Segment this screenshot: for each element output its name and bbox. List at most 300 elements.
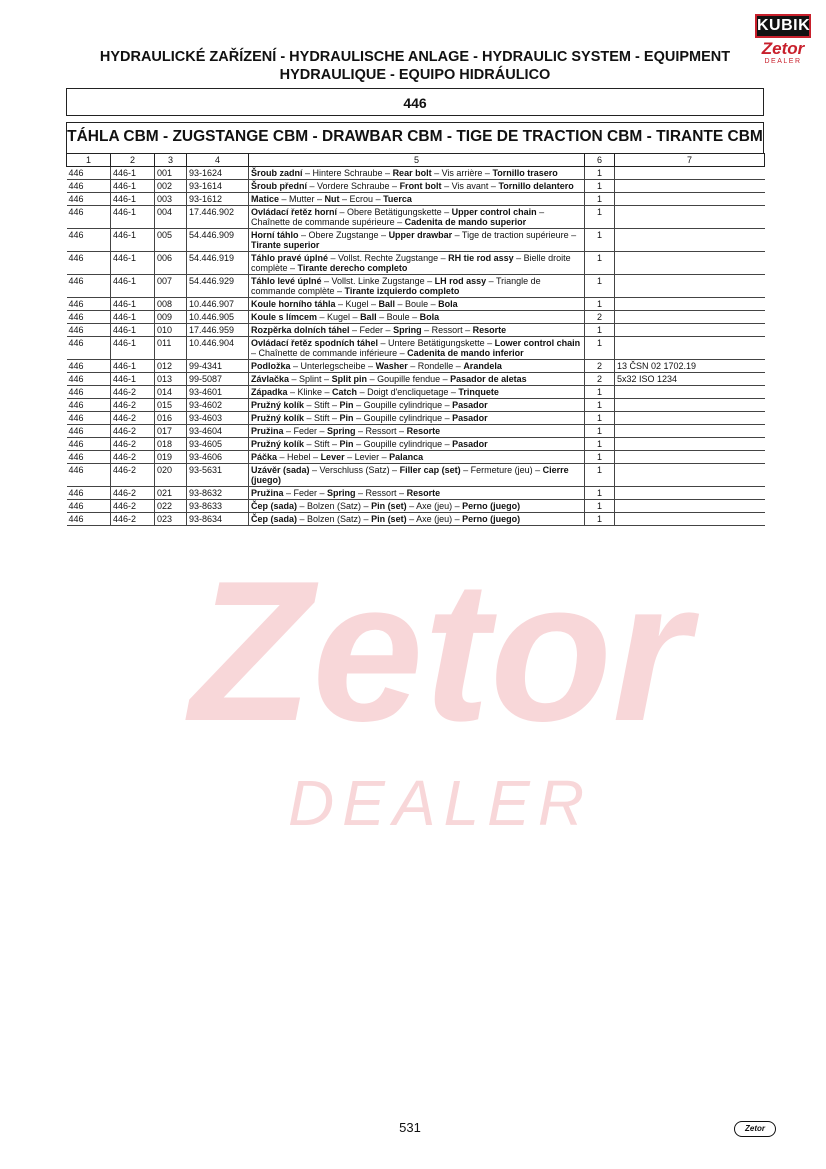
cell-note xyxy=(615,229,765,252)
cell-subgroup: 446-2 xyxy=(111,451,155,464)
description-text: – Hintere Schraube – xyxy=(302,168,393,178)
description-text: – Vollst. Linke Zugstange – xyxy=(321,276,435,286)
cell-description xyxy=(249,438,585,451)
description-term: Nut xyxy=(324,194,340,204)
description-text: – Ressort – xyxy=(421,325,473,335)
cell-group: 446 xyxy=(67,206,111,229)
description-term: Koule horního táhla xyxy=(251,299,336,309)
cell-part-number: 93-4605 xyxy=(187,438,249,451)
cell-group: 446 xyxy=(67,487,111,500)
description-term: Západka xyxy=(251,387,288,397)
description-text: – Feder – xyxy=(349,325,394,335)
page-number: 531 xyxy=(399,1120,421,1135)
cell-note xyxy=(615,438,765,451)
description-text: – Boule – xyxy=(395,299,439,309)
cell-subgroup: 446-1 xyxy=(111,167,155,180)
description-term: Pružný kolík xyxy=(251,413,305,423)
description-term: Tornillo delantero xyxy=(498,181,574,191)
cell-quantity: 2 xyxy=(585,373,615,386)
description-term: Catch xyxy=(332,387,358,397)
cell-part-number: 54.446.929 xyxy=(187,275,249,298)
table-row xyxy=(67,193,765,206)
description-text: – Vis avant – xyxy=(441,181,499,191)
cell-position: 018 xyxy=(155,438,187,451)
description-text: – Axe (jeu) – xyxy=(406,514,463,524)
cell-quantity: 1 xyxy=(585,487,615,500)
column-header: 3 xyxy=(155,154,187,167)
description-term: Front bolt xyxy=(399,181,442,191)
cell-part-number: 93-1614 xyxy=(187,180,249,193)
description-term: Pin xyxy=(339,400,354,410)
cell-position: 007 xyxy=(155,275,187,298)
cell-position: 001 xyxy=(155,167,187,180)
cell-note xyxy=(615,167,765,180)
cell-part-number: 93-4604 xyxy=(187,425,249,438)
cell-group: 446 xyxy=(67,412,111,425)
cell-note: 5x32 ISO 1234 xyxy=(615,373,765,386)
cell-part-number: 93-4602 xyxy=(187,399,249,412)
description-term: Tirante izquierdo completo xyxy=(344,286,460,296)
cell-quantity: 1 xyxy=(585,451,615,464)
table-row xyxy=(67,425,765,438)
kubik-logo-text: KUBIK xyxy=(755,14,811,38)
cell-part-number: 17.446.902 xyxy=(187,206,249,229)
description-term: Pasador xyxy=(452,400,488,410)
cell-note xyxy=(615,386,765,399)
cell-part-number: 93-1612 xyxy=(187,193,249,206)
parts-table xyxy=(66,153,765,526)
cell-position: 017 xyxy=(155,425,187,438)
description-term: Palanca xyxy=(389,452,424,462)
description-term: Šroub zadní xyxy=(251,168,303,178)
cell-subgroup: 446-2 xyxy=(111,412,155,425)
cell-group: 446 xyxy=(67,193,111,206)
cell-subgroup: 446-1 xyxy=(111,298,155,311)
cell-part-number: 93-8634 xyxy=(187,513,249,526)
cell-position: 019 xyxy=(155,451,187,464)
column-header: 7 xyxy=(615,154,765,167)
cell-part-number: 93-4603 xyxy=(187,412,249,425)
cell-part-number: 10.446.907 xyxy=(187,298,249,311)
cell-part-number: 99-4341 xyxy=(187,360,249,373)
description-term: Arandela xyxy=(463,361,502,371)
cell-quantity: 1 xyxy=(585,229,615,252)
cell-quantity: 1 xyxy=(585,438,615,451)
parts-table-body xyxy=(67,167,765,526)
cell-note xyxy=(615,412,765,425)
cell-quantity: 1 xyxy=(585,500,615,513)
cell-quantity: 1 xyxy=(585,412,615,425)
column-header: 4 xyxy=(187,154,249,167)
cell-quantity: 1 xyxy=(585,386,615,399)
description-text: – Unterlegscheibe – xyxy=(290,361,376,371)
cell-subgroup: 446-1 xyxy=(111,229,155,252)
column-header: 5 xyxy=(249,154,585,167)
description-term: Tirante derecho completo xyxy=(297,263,408,273)
description-text: – Feder – xyxy=(283,488,328,498)
description-term: Závlačka xyxy=(251,374,290,384)
description-term: Čep (sada) xyxy=(251,514,298,524)
group-number-box: 446 xyxy=(66,88,764,116)
cell-quantity: 1 xyxy=(585,206,615,229)
cell-part-number: 10.446.905 xyxy=(187,311,249,324)
cell-group: 446 xyxy=(67,298,111,311)
description-text: – Mutter – xyxy=(279,194,325,204)
description-term: Ball xyxy=(378,299,396,309)
cell-group: 446 xyxy=(67,500,111,513)
cell-position: 023 xyxy=(155,513,187,526)
cell-subgroup: 446-1 xyxy=(111,324,155,337)
description-term: RH tie rod assy xyxy=(448,253,514,263)
cell-note: 13 ČSN 02 1702.19 xyxy=(615,360,765,373)
cell-description xyxy=(249,193,585,206)
cell-description xyxy=(249,386,585,399)
description-term: Tuerca xyxy=(383,194,412,204)
cell-subgroup: 446-1 xyxy=(111,193,155,206)
description-term: Pružný kolík xyxy=(251,400,305,410)
cell-note xyxy=(615,500,765,513)
description-term: Uzávěr (sada) xyxy=(251,465,310,475)
description-term: Cadenita de mando inferior xyxy=(407,348,524,358)
cell-description xyxy=(249,206,585,229)
cell-quantity: 1 xyxy=(585,425,615,438)
description-term: Táhlo pravé úplné xyxy=(251,253,329,263)
table-row xyxy=(67,386,765,399)
footer-zetor-logo: Zetor xyxy=(734,1121,776,1137)
table-row xyxy=(67,513,765,526)
table-row xyxy=(67,275,765,298)
description-text: – Chaînette de commande supérieure – xyxy=(251,207,545,227)
description-term: Spring xyxy=(327,488,356,498)
cell-description xyxy=(249,464,585,487)
cell-note xyxy=(615,399,765,412)
description-term: Táhlo levé úplné xyxy=(251,276,322,286)
description-term: LH rod assy xyxy=(434,276,487,286)
table-row xyxy=(67,464,765,487)
cell-subgroup: 446-2 xyxy=(111,386,155,399)
cell-group: 446 xyxy=(67,386,111,399)
cell-group: 446 xyxy=(67,464,111,487)
cell-group: 446 xyxy=(67,399,111,412)
cell-part-number: 54.446.909 xyxy=(187,229,249,252)
description-term: Koule s límcem xyxy=(251,312,318,322)
cell-group: 446 xyxy=(67,425,111,438)
cell-position: 002 xyxy=(155,180,187,193)
description-term: Čep (sada) xyxy=(251,501,298,511)
description-term: Pin xyxy=(339,439,354,449)
cell-quantity: 1 xyxy=(585,180,615,193)
cell-subgroup: 446-2 xyxy=(111,487,155,500)
description-text: – Rondelle – xyxy=(407,361,464,371)
description-term: Pin (set) xyxy=(371,514,407,524)
column-header: 2 xyxy=(111,154,155,167)
cell-group: 446 xyxy=(67,275,111,298)
description-term: Pasador de aletas xyxy=(450,374,527,384)
cell-subgroup: 446-1 xyxy=(111,180,155,193)
description-text: – Goupille fendue – xyxy=(367,374,451,384)
cell-subgroup: 446-1 xyxy=(111,373,155,386)
cell-group: 446 xyxy=(67,438,111,451)
description-term: Filler cap (set) xyxy=(399,465,461,475)
description-text: – Boule – xyxy=(376,312,420,322)
description-text: – Verschluss (Satz) – xyxy=(309,465,400,475)
cell-part-number: 17.446.959 xyxy=(187,324,249,337)
description-term: Lever xyxy=(320,452,345,462)
cell-description xyxy=(249,337,585,360)
cell-description xyxy=(249,412,585,425)
description-text: – Kugel – xyxy=(335,299,379,309)
table-row xyxy=(67,451,765,464)
table-row xyxy=(67,180,765,193)
cell-description xyxy=(249,180,585,193)
cell-quantity: 1 xyxy=(585,193,615,206)
cell-group: 446 xyxy=(67,337,111,360)
description-text: – Kugel – xyxy=(317,312,361,322)
description-term: Pin xyxy=(339,413,354,423)
description-text: – Triangle de commande complète – xyxy=(251,276,541,296)
description-text: – Doigt d'encliquetage – xyxy=(357,387,459,397)
cell-description xyxy=(249,373,585,386)
watermark-dealer-text: DEALER xyxy=(287,767,593,839)
cell-description xyxy=(249,252,585,275)
description-term: Pružný kolík xyxy=(251,439,305,449)
zetor-logo-text: Zetor xyxy=(761,39,805,58)
description-text: – Ecrou – xyxy=(339,194,384,204)
description-term: Perno (juego) xyxy=(462,501,521,511)
description-text: – Bielle droite complète – xyxy=(251,253,571,273)
description-term: Resorte xyxy=(472,325,507,335)
description-text: – Ressort – xyxy=(355,488,407,498)
cell-description xyxy=(249,275,585,298)
cell-subgroup: 446-1 xyxy=(111,311,155,324)
description-text: – Hebel – xyxy=(277,452,321,462)
cell-part-number: 93-1624 xyxy=(187,167,249,180)
description-term: Bola xyxy=(419,312,440,322)
cell-part-number: 93-4601 xyxy=(187,386,249,399)
table-row xyxy=(67,337,765,360)
cell-subgroup: 446-2 xyxy=(111,500,155,513)
cell-position: 010 xyxy=(155,324,187,337)
description-text: – Goupille cylindrique – xyxy=(353,400,453,410)
cell-part-number: 93-8633 xyxy=(187,500,249,513)
description-term: Podložka xyxy=(251,361,291,371)
table-row xyxy=(67,373,765,386)
cell-subgroup: 446-2 xyxy=(111,399,155,412)
cell-subgroup: 446-1 xyxy=(111,275,155,298)
table-row xyxy=(67,412,765,425)
cell-note xyxy=(615,337,765,360)
cell-quantity: 1 xyxy=(585,324,615,337)
description-term: Cadenita de mando superior xyxy=(404,217,527,227)
cell-note xyxy=(615,298,765,311)
cell-quantity: 2 xyxy=(585,311,615,324)
table-row xyxy=(67,167,765,180)
cell-position: 016 xyxy=(155,412,187,425)
cell-description xyxy=(249,229,585,252)
cell-subgroup: 446-1 xyxy=(111,360,155,373)
cell-description xyxy=(249,399,585,412)
cell-group: 446 xyxy=(67,180,111,193)
cell-note xyxy=(615,311,765,324)
cell-note xyxy=(615,193,765,206)
cell-subgroup: 446-1 xyxy=(111,337,155,360)
description-term: Pasador xyxy=(452,413,488,423)
cell-description xyxy=(249,513,585,526)
column-header: 6 xyxy=(585,154,615,167)
cell-quantity: 1 xyxy=(585,399,615,412)
cell-quantity: 1 xyxy=(585,252,615,275)
description-term: Lower control chain xyxy=(494,338,581,348)
cell-description xyxy=(249,425,585,438)
cell-position: 003 xyxy=(155,193,187,206)
cell-description xyxy=(249,487,585,500)
cell-position: 021 xyxy=(155,487,187,500)
description-text: – Stift – xyxy=(304,439,340,449)
description-text: – Stift – xyxy=(304,400,340,410)
description-term: Ovládací řetěz spodních táhel xyxy=(251,338,379,348)
description-text: – Fermeture (jeu) – xyxy=(460,465,543,475)
dealer-logo-text: DEALER xyxy=(764,58,802,65)
table-row xyxy=(67,360,765,373)
description-term: Rear bolt xyxy=(392,168,432,178)
cell-note xyxy=(615,487,765,500)
cell-subgroup: 446-2 xyxy=(111,438,155,451)
description-text: – Obere Zugstange – xyxy=(298,230,389,240)
description-term: Split pin xyxy=(331,374,368,384)
description-text: – Klinke – xyxy=(287,387,333,397)
description-term: Pasador xyxy=(452,439,488,449)
cell-position: 012 xyxy=(155,360,187,373)
cell-part-number: 99-5087 xyxy=(187,373,249,386)
cell-quantity: 1 xyxy=(585,167,615,180)
cell-position: 009 xyxy=(155,311,187,324)
cell-subgroup: 446-1 xyxy=(111,206,155,229)
description-text: – Untere Betätigungskette – xyxy=(378,338,495,348)
description-text: – Vollst. Rechte Zugstange – xyxy=(328,253,449,263)
cell-description xyxy=(249,324,585,337)
description-term: Šroub přední xyxy=(251,181,307,191)
description-text: – Obere Betätigungskette – xyxy=(337,207,452,217)
description-term: Upper control chain xyxy=(451,207,537,217)
description-term: Tirante superior xyxy=(251,240,320,250)
page-title-line1: HYDRAULICKÉ ZAŘÍZENÍ - HYDRAULISCHE ANLAGE - HYDRAULIC SYSTEM - EQUIPMENT xyxy=(99,49,731,65)
description-term: Washer xyxy=(375,361,408,371)
description-text: – Chaînette de commande inférieure – xyxy=(251,348,408,358)
table-row xyxy=(67,487,765,500)
cell-group: 446 xyxy=(67,311,111,324)
table-header-row xyxy=(67,154,765,167)
description-text: – Tige de traction supérieure – xyxy=(452,230,577,240)
cell-group: 446 xyxy=(67,324,111,337)
table-row xyxy=(67,311,765,324)
cell-note xyxy=(615,206,765,229)
description-text: – Axe (jeu) – xyxy=(406,501,463,511)
watermark-zetor-text: Zetor xyxy=(190,540,690,763)
cell-position: 008 xyxy=(155,298,187,311)
description-term: Spring xyxy=(327,426,356,436)
cell-subgroup: 446-1 xyxy=(111,252,155,275)
cell-position: 013 xyxy=(155,373,187,386)
cell-group: 446 xyxy=(67,252,111,275)
cell-position: 005 xyxy=(155,229,187,252)
table-row xyxy=(67,324,765,337)
cell-position: 020 xyxy=(155,464,187,487)
cell-quantity: 1 xyxy=(585,337,615,360)
page-title-line2: HYDRAULIQUE - EQUIPO HIDRÁULICO xyxy=(279,67,551,83)
table-row xyxy=(67,500,765,513)
description-term: Perno (juego) xyxy=(462,514,521,524)
description-text: – Goupille cylindrique – xyxy=(353,439,453,449)
description-term: Horní táhlo xyxy=(251,230,299,240)
cell-description xyxy=(249,360,585,373)
table-row xyxy=(67,399,765,412)
cell-note xyxy=(615,464,765,487)
description-text: – Goupille cylindrique – xyxy=(353,413,453,423)
table-row xyxy=(67,252,765,275)
table-row xyxy=(67,229,765,252)
cell-quantity: 1 xyxy=(585,513,615,526)
cell-quantity: 1 xyxy=(585,464,615,487)
description-term: Matice xyxy=(251,194,280,204)
cell-note xyxy=(615,275,765,298)
description-text: – Splint – xyxy=(289,374,332,384)
description-term: Páčka xyxy=(251,452,278,462)
cell-quantity: 2 xyxy=(585,360,615,373)
description-term: Ovládací řetěz horní xyxy=(251,207,338,217)
cell-note xyxy=(615,513,765,526)
description-term: Bola xyxy=(438,299,458,309)
description-text: – Vordere Schraube – xyxy=(307,181,400,191)
cell-note xyxy=(615,451,765,464)
cell-description xyxy=(249,298,585,311)
description-term: Resorte xyxy=(406,488,441,498)
description-text: – Ressort – xyxy=(355,426,407,436)
cell-group: 446 xyxy=(67,451,111,464)
description-text: – Feder – xyxy=(283,426,328,436)
cell-quantity: 1 xyxy=(585,298,615,311)
cell-note xyxy=(615,324,765,337)
cell-subgroup: 446-2 xyxy=(111,513,155,526)
description-term: Cierre (juego) xyxy=(251,465,569,485)
table-row xyxy=(67,438,765,451)
cell-group: 446 xyxy=(67,373,111,386)
cell-note xyxy=(615,180,765,193)
description-term: Tornillo trasero xyxy=(492,168,558,178)
description-term: Pružina xyxy=(251,426,284,436)
description-term: Upper drawbar xyxy=(388,230,453,240)
cell-part-number: 93-4606 xyxy=(187,451,249,464)
description-term: Resorte xyxy=(406,426,441,436)
description-term: Ball xyxy=(360,312,377,322)
cell-note xyxy=(615,425,765,438)
cell-part-number: 93-5631 xyxy=(187,464,249,487)
column-header: 1 xyxy=(67,154,111,167)
cell-part-number: 10.446.904 xyxy=(187,337,249,360)
cell-group: 446 xyxy=(67,229,111,252)
cell-description xyxy=(249,311,585,324)
description-text: – Bolzen (Satz) – xyxy=(297,501,372,511)
cell-description xyxy=(249,500,585,513)
description-text: – Bolzen (Satz) – xyxy=(297,514,372,524)
cell-description xyxy=(249,451,585,464)
cell-position: 015 xyxy=(155,399,187,412)
description-term: Rozpěrka dolních táhel xyxy=(251,325,350,335)
cell-group: 446 xyxy=(67,360,111,373)
description-text: – Vis arrière – xyxy=(431,168,493,178)
table-row xyxy=(67,298,765,311)
cell-note xyxy=(615,252,765,275)
description-text: – Stift – xyxy=(304,413,340,423)
